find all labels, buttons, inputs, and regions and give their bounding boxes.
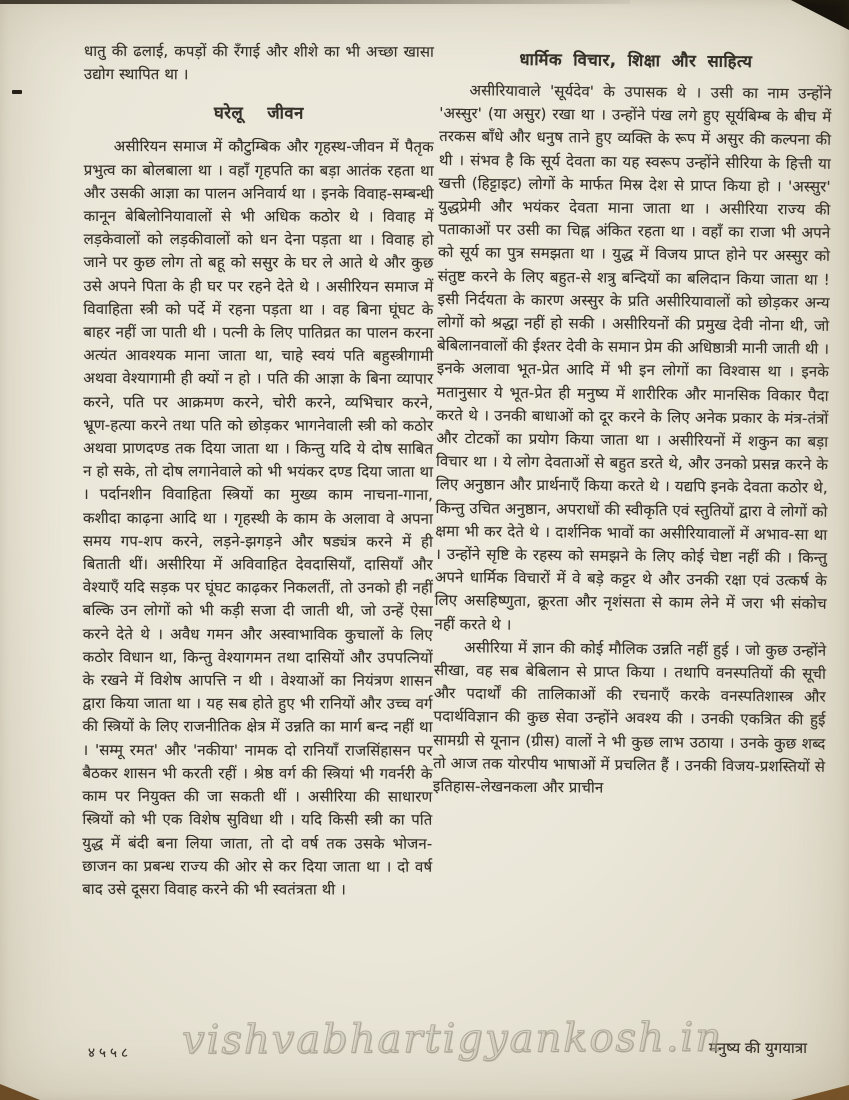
paragraph-domestic-life: असीरियन समाज में कौटुम्बिक और गृहस्थ-जीवन में पैतृक प्रभुत्व का बोलबाला था । वहाँ गृहपति का बड़ा आतंक रहता था और उसकी आज्ञा का पालन अनिवार्य था । इनके विवाह-सम्बन्धी कानून बेबिलोनियावालों से भी अधिक कठोर थे । विवाह में लड़केवालों को लड़कीवालों को धन देना पड़ता था । विवाह हो जाने पर कुछ लोग तो बहू को ससुर के घर ले आते थे और कुछ उसे अपने पिता के ही घर पर रहने देते थे । असीरियन समाज में विवाहिता स्त्री को पर्दे में रहना पड़ता था । वह बिना घूंघट के बाहर नहीं जा पाती थी । पत्नी के लिए पातिव्रत का पालन करना अत्यंत आवश्यक माना जाता था, चाहे स्वयं पति बहुस्त्रीगामी अथवा वेश्यागामी ही क्यों न हो । पति की आज्ञा के बिना व्यापार करने, पति पर आक्रमण करने, चोरी करने, व्यभिचार करने, भ्रूण-हत्या करने तथा पति को छोड़कर भागनेवाली स्त्री को कठोर अथवा प्राणदण्ड तक दिया जाता था । किन्तु यदि ये दोष साबित न हो सके, तो दोष लगानेवाले को भी भयंकर दण्ड दिया जाता था । पर्दानशीन विवाहिता स्त्रियों का मुख्य काम नाचना-गाना, कशीदा काढ़ना आदि था । गृहस्थी के काम के अलावा वे अपना समय गप-शप करने, लड़ने-झगड़ने और षड्यंत्र करने में ही बिताती थीं। असीरिया में अविवाहित देवदासियाँ, दासियाँ और वेश्याएँ यदि सड़क पर घूंघट काढ़कर निकलतीं, तो उनको ही नहीं बल्कि उन लोगों को भी कड़ी सजा दी जाती थी, जो उन्हें ऐसा करने देते थे । अवैध गमन और अस्वाभाविक कुचालों के लिए कठोर विधान था, किन्तु वेश्यागमन तथा दासियों और उपपत्नियों के रखने में विशेष आपत्ति न थी । वेश्याओं का नियंत्रण शासन द्वारा किया जाता था । यह सब होते हुए भी रानियों और उच्च वर्ग की स्त्रियों के लिए राजनीतिक क्षेत्र में उन्नति का मार्ग बन्द नहीं था । 'सम्मू रमत' और 'नकीया' नामक दो रानियाँ राजसिंहासन पर बैठकर शासन भी करती रहीं । श्रेष्ठ वर्ग की स्त्रियां भी गवर्नरी के काम पर नियुक्त की जा सकती थीं । असीरिया की साधारण स्त्रियों को भी एक विशेष सुविधा थी । यदि किसी स्त्री का पति युद्ध में बंदी बना लिया जाता, तो दो वर्ष तक उसके भोजन-छाजन का प्रबन्ध राज्य की ओर से कर दिया जाता था । दो वर्ष बाद उसे दूसरा विवाह करने की भी स्वतंत्रता थी । — [82, 137, 434, 899]
section-heading-domestic-life: घरेलू जीवन — [213, 103, 304, 123]
scan-speck-artifact — [12, 90, 22, 94]
left-column — [82, 40, 434, 902]
scan-corner-artifact-top-right — [783, 0, 849, 30]
right-column — [433, 46, 832, 802]
paragraph-religious-beliefs: असीरियावाले 'सूर्यदेव' के उपासक थे । उसी का नाम उन्होंने 'अस्सुर' (या असुर) रखा था । उन्होंने पंख लगे हुए सूर्यबिम्ब के बीच में तरकस बाँधे और धनुष ताने हुए व्यक्ति के रूप में असुर की कल्पना की थी । संभव है कि सूर्य देवता का यह स्वरूप उन्होंने सीरिया के हित्ती या खत्ती (हिट्टाइट) लोगों के मार्फत मिस्र देश से प्राप्त किया हो । 'अस्सुर' युद्धप्रेमी और भयंकर देवता माना जाता था । असीरिया राज्य की पताकाओं पर उसी का चिह्न अंकित रहता था । वहाँ का राजा भी अपने को सूर्य का पुत्र समझता था । युद्ध में विजय प्राप्त होने पर अस्सुर को संतुष्ट करने के लिए बहुत-से शत्रु बन्दियों का बलिदान किया जाता था ! इसी निर्दयता के कारण अस्सुर के प्रति असीरियावालों को छोड़कर अन्य लोगों को श्रद्धा नहीं हो सकी । असीरियनों की प्रमुख देवी नोना थी, जो बेबिलानवालों की ईश्तर देवी के समान प्रेम की अधिष्ठात्री मानी जाती थी । इनके अलावा भूत-प्रेत आदि में भी इन लोगों का विश्वास था । इनके मतानुसार ये भूत-प्रेत ही मनुष्य में शारीरिक और मानसिक विकार पैदा करते थे । उनकी बाधाओं को दूर करने के लिए अनेक प्रकार के मंत्र-तंत्रों और टोटकों का प्रयोग किया जाता था । असीरियनों में शकुन का बड़ा विचार था । ये लोग देवताओं से बहुत डरते थे, और उनको प्रसन्न करने के लिए अनुष्ठान और प्रार्थनाएँ किया करते थे । यद्यपि इनके देवता कठोर थे, किन्तु उचित अनुष्ठान, अपराधों की स्वीकृति एवं स्तुतियों द्वारा वे लोगों को क्षमा भी कर देते थे । दार्शनिक भावों का असीरियावालों में अभाव-सा था । उन्होंने सृष्टि के रहस्य को समझने के लिए कोई चेष्टा नहीं की । किन्तु अपने धार्मिक विचारों में वे बड़े कट्टर थे और उनकी रक्षा एवं उत्कर्ष के लिए असहिष्णुता, क्रूरता और नृशंसता से काम लेने में जरा भी संकोच नहीं करते थे । — [434, 81, 832, 634]
section-heading-religion-education-literature: धार्मिक विचार, शिक्षा और साहित्य — [519, 49, 753, 71]
scan-edge-artifact-top — [0, 0, 630, 4]
page-number: ४५५८ — [88, 1045, 133, 1061]
footer-book-title: मनुष्य की युगयात्रा — [708, 1039, 807, 1057]
paragraph-knowledge-science: असीरिया में ज्ञान की कोई मौलिक उन्नति नहीं हुई । जो कुछ उन्होंने सीखा, वह सब बेबिलान से प्राप्त किया । तथापि वनस्पतियों की सूची और पदार्थों की तालिकाओं की रचनाएँ करके वनस्पतिशास्त्र और पदार्थविज्ञान की कुछ सेवा उन्होंने अवश्य की । उनकी एकत्रित की हुई सामग्री से यूनान (ग्रीस) वालों ने भी कुछ लाभ उठाया । उनके कुछ शब्द तो आज तक योरपीय भाषाओं में प्रचलित हैं । उनकी विजय-प्रशस्तियों से इतिहास-लेखनकला और प्राचीन — [432, 638, 827, 797]
paragraph-industry-continuation: धातु की ढलाई, कपड़ों की रँगाई और शीशे का भी अच्छा खासा उद्योग स्थापित था । — [83, 41, 434, 84]
scan-corner-artifact-bottom-right — [791, 1085, 849, 1100]
watermark: vishvabhartigyankosh.in — [181, 1014, 724, 1064]
scan-corner-artifact-bottom-left — [0, 1084, 40, 1100]
